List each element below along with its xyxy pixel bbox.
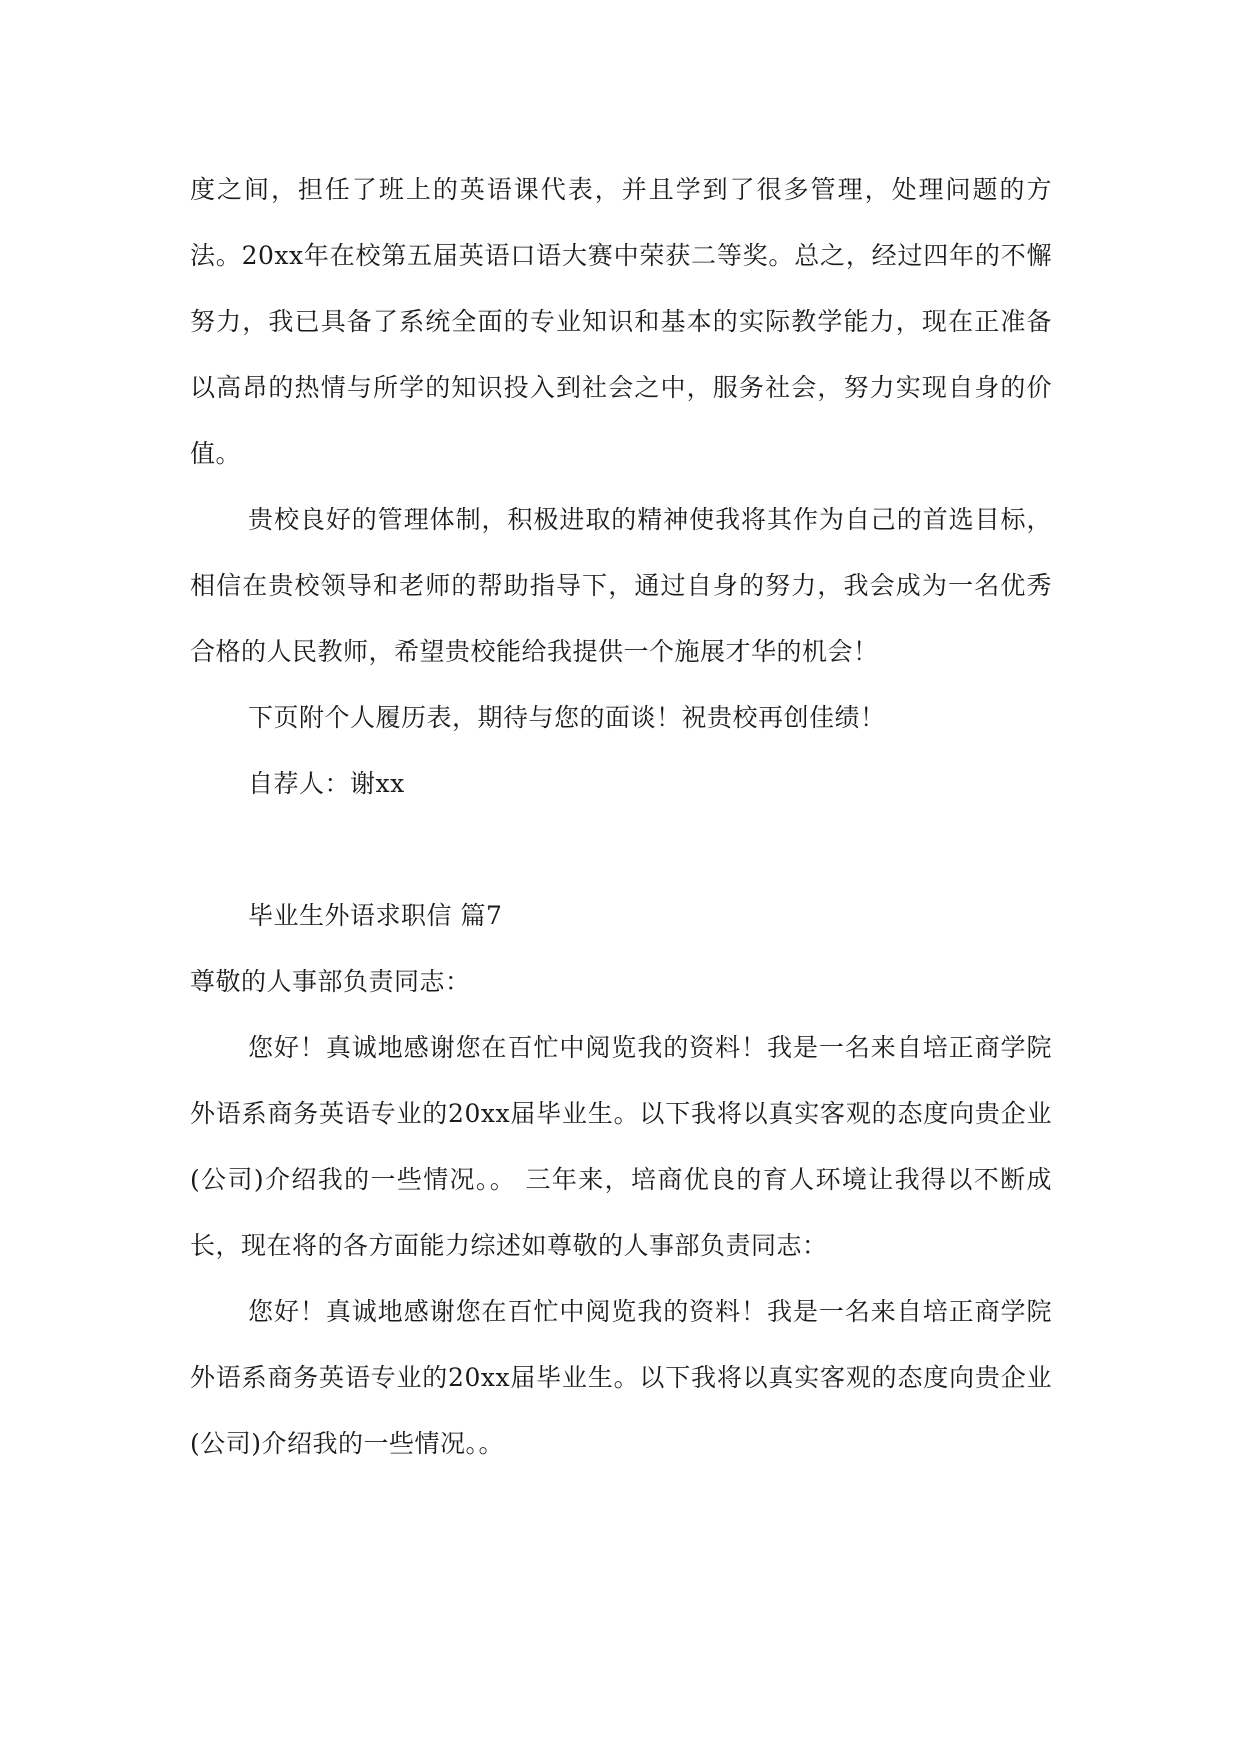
paragraph-continuation: 度之间，担任了班上的英语课代表，并且学到了很多管理，处理问题的方法。20xx年在校第五届英语口语大赛中荣获二等奖。总之，经过四年的不懈努力，我已具备了系统全面的专业知识和基本的实际教学能力，现在正准备以高昂的热情与所学的知识投入到社会之中，服务社会，努力实现自身的价值。 bbox=[190, 175, 1052, 468]
spacer bbox=[190, 817, 1052, 883]
body-paragraph: 您好！真诚地感谢您在百忙中阅览我的资料！我是一名来自培正商学院外语系商务英语专业的20xx届毕业生。以下我将以真实客观的态度向贵企业(公司)介绍我的一些情况。。 bbox=[190, 1297, 1052, 1458]
document-body bbox=[190, 157, 1052, 1477]
body-paragraph: 您好！真诚地感谢您在百忙中阅览我的资料！我是一名来自培正商学院外语系商务英语专业的20xx届毕业生。以下我将以真实客观的态度向贵企业(公司)介绍我的一些情况。。 三年来，培商优良的育人环境让我得以不断成长，现在将的各方面能力综述如尊敬的人事部负责同志： bbox=[190, 1033, 1052, 1260]
paragraph-school-preference: 贵校良好的管理体制，积极进取的精神使我将其作为自己的首选目标，相信在贵校领导和老师的帮助指导下，通过自身的努力，我会成为一名优秀合格的人民教师，希望贵校能给我提供一个施展才华的机会！ bbox=[190, 505, 1052, 666]
paragraph-closing-wish: 下页附个人履历表，期待与您的面谈！祝贵校再创佳绩！ bbox=[248, 703, 886, 732]
signature-line: 自荐人：谢xx bbox=[248, 769, 405, 798]
salutation: 尊敬的人事部负责同志： bbox=[190, 967, 471, 996]
section-title: 毕业生外语求职信 篇7 bbox=[248, 901, 503, 930]
